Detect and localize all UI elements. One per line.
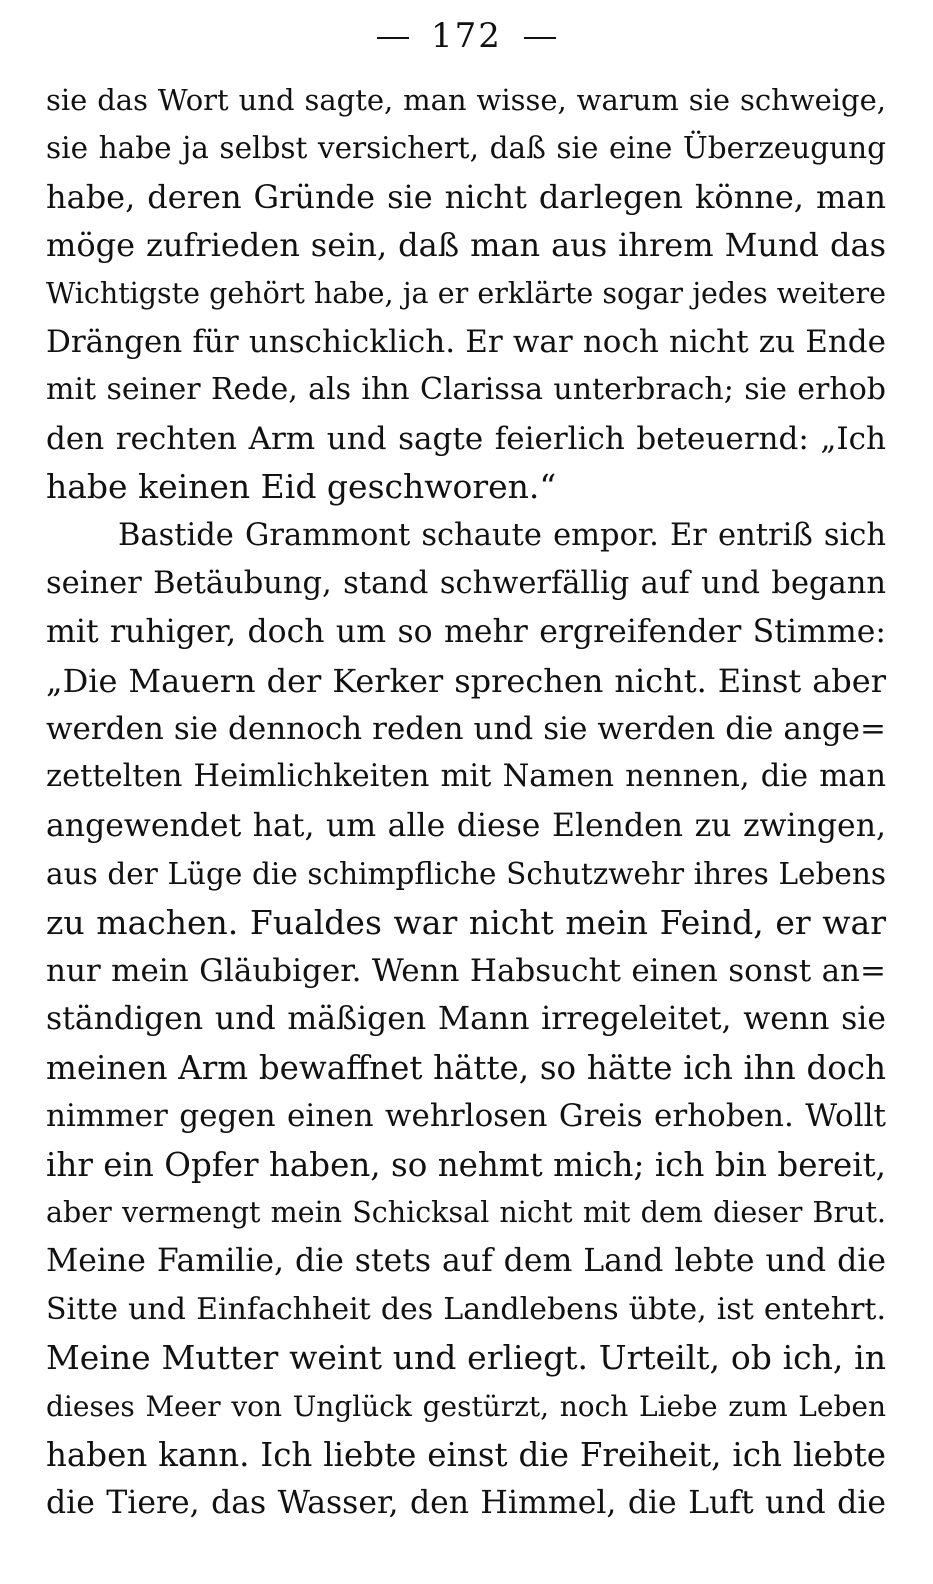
text-line: meinen Arm bewaffnet hätte, so hätte ich ihn doch	[46, 1048, 886, 1087]
text-line: möge zufrieden sein, daß man aus ihrem Mund das	[46, 226, 886, 265]
text-line: Wichtigste gehört habe, ja er erklärte sogar jedes weitere	[46, 276, 886, 310]
text-line: Sitte und Einfachheit des Landlebens übte, ist entehrt.	[46, 1291, 886, 1327]
text-line: habe, deren Gründe sie nicht darlegen könne, man	[46, 177, 886, 216]
text-line: Meine Mutter weint und erliegt. Urteilt, ob ich, in	[46, 1338, 886, 1378]
text-line: habe keinen Eid geschworen.“	[46, 467, 557, 507]
page-header	[0, 14, 933, 58]
text-line: mit ruhiger, doch um so mehr ergreifender Stimme:	[46, 614, 886, 651]
text-line: haben kann. Ich liebte einst die Freiheit, ich liebte	[46, 1435, 886, 1474]
text-line: nur mein Gläubiger. Wenn Habsucht einen sonst an=	[46, 953, 886, 990]
text-line: aus der Lüge die schimpfliche Schutzwehr ihres Lebens	[46, 857, 886, 892]
text-line: sie habe ja selbst versichert, daß sie eine Überzeugung	[46, 131, 886, 166]
text-line: sie das Wort und sagte, man wisse, warum sie schweige,	[46, 83, 886, 117]
text-line: ihr ein Opfer haben, so nehmt mich; ich bin bereit,	[46, 1145, 886, 1184]
text-line: angewendet hat, um alle diese Elenden zu zwingen,	[46, 807, 886, 844]
header-dash-left	[377, 37, 409, 39]
text-line: mit seiner Rede, als ihn Clarissa unterbrach; sie erhob	[46, 372, 886, 408]
text-line: werden sie dennoch reden und sie werden die ange=	[46, 711, 886, 748]
text-line: Meine Familie, die stets auf dem Land lebte und die	[46, 1243, 886, 1280]
text-line: „Die Mauern der Kerker sprechen nicht. Einst aber	[46, 661, 886, 700]
text-line: den rechten Arm und sagte feierlich beteuernd: „Ich	[46, 420, 886, 457]
header-dash-right	[524, 37, 556, 39]
text-line: dieses Meer von Unglück gestürzt, noch Liebe zum Leben	[46, 1389, 886, 1423]
page-number: 172	[431, 16, 502, 56]
text-line: zu machen. Fualdes war nicht mein Feind, er war	[46, 902, 886, 942]
text-line: Drängen für unschicklich. Er war noch nicht zu Ende	[46, 323, 886, 360]
text-line: die Tiere, das Wasser, den Himmel, die Luft und die	[46, 1485, 886, 1522]
body-text	[46, 76, 886, 1528]
text-line: nimmer gegen einen wehrlosen Greis erhoben. Wollt	[46, 1098, 886, 1135]
text-line: aber vermengt mein Schicksal nicht mit dem dieser Brut.	[46, 1195, 886, 1229]
text-line: seiner Betäubung, stand schwerfällig auf und begann	[46, 565, 886, 601]
text-line: zettelten Heimlichkeiten mit Namen nennen, die man	[46, 759, 886, 795]
paragraph-start-line: Bastide Grammont schaute empor. Er entriß sich	[118, 517, 886, 553]
text-line: ständigen und mäßigen Mann irregeleitet, wenn sie	[46, 1001, 886, 1038]
